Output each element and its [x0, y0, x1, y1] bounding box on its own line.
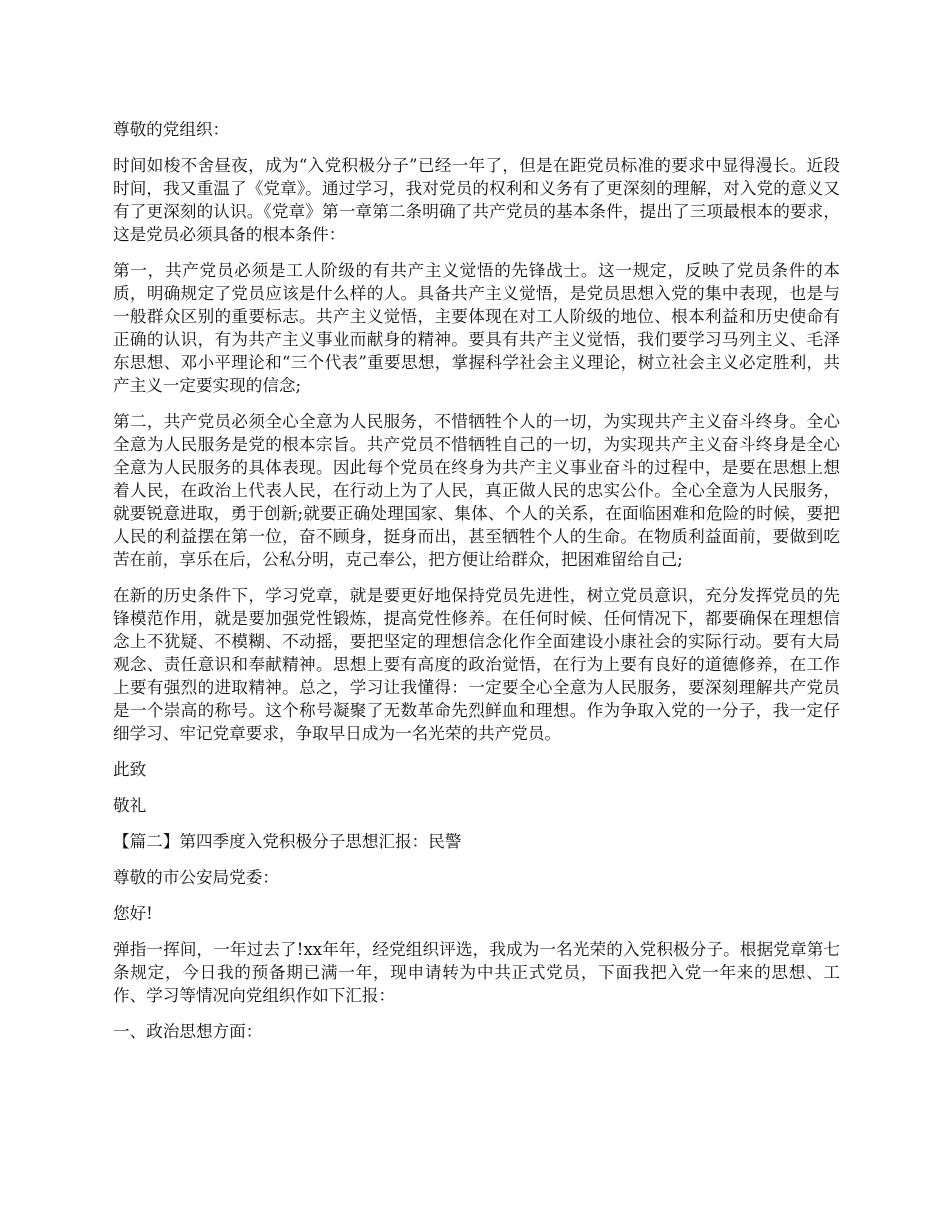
second-salutation: 尊敬的市公安局党委：	[113, 868, 279, 887]
point-two-paragraph: 第二，共产党员必须全心全意为人民服务，不惜牺牲个人的一切，为实现共产主义奋斗终身。全心全意为人民服务是党的根本宗旨。共产党员不惜牺牲自己的一切，为实现共产主义奋斗终身是全心全意为人民服务的具体表现。因此每个党员在终身为共产主义事业奋斗的过程中，是要在思想上想着人民，在政治上代表人民，在行动上为了人民，真正做人民的忠实公仆。全心全意为人民服务，就要锐意进取，勇于创新;就要正确处理国家、集体、个人的关系，在面临困难和危险的时候，要把人民的利益摆在第一位，奋不顾身，挺身而出，甚至牺牲个人的生命。在物质利益面前，要做到吃苦在前，享乐在后，公私分明，克己奉公，把方便让给群众，把困难留给自己;	[113, 412, 840, 569]
conclusion-paragraph: 在新的历史条件下，学习党章，就是要更好地保持党员先进性，树立党员意识，充分发挥党员的先锋模范作用，就是要加强党性锻炼，提高党性修养。在任何时候、任何情况下，都要确保在理想信念上不犹疑、不模糊、不动摇，要把坚定的理想信念化作全面建设小康社会的实际行动。要有大局观念、责任意识和奉献精神。思想上要有高度的政治觉悟，在行为上要有良好的道德修养，在工作上要有强烈的进取精神。总之，学习让我懂得：一定要全心全意为人民服务，要深刻理解共产党员是一个崇高的称号。这个称号凝聚了无数革命先烈鲜血和理想。作为争取入党的一分子，我一定仔细学习、牢记党章要求，争取早日成为一名光荣的共产党员。	[113, 586, 840, 743]
report-intro-paragraph: 弹指一挥间，一年过去了!xx年年，经党组织评选，我成为一名光荣的入党积极分子。根据党章第七条规定，今日我的预备期已满一年，现申请转为中共正式党员，下面我把入党一年来的思想、工作、学习等情况向党组织作如下汇报：	[113, 940, 840, 1005]
point-one-paragraph: 第一，共产党员必须是工人阶级的有共产主义觉悟的先锋战士。这一规定，反映了党员条件的本质，明确规定了党员应该是什么样的人。具备共产主义觉悟，是党员思想入党的集中表现，也是与一般群众区别的重要标志。共产主义觉悟，主要体现在对工人阶级的地位、根本利益和历史使命有正确的认识，有为共产主义事业而献身的精神。要具有共产主义觉悟，我们要学习马列主义、毛泽东思想、邓小平理论和“三个代表”重要思想，掌握科学社会主义理论，树立社会主义必定胜利，共产主义一定要实现的信念;	[113, 261, 840, 395]
salutation: 尊敬的党组织：	[113, 120, 230, 139]
intro-paragraph: 时间如梭不舍昼夜，成为“入党积极分子”已经一年了，但是在距党员标准的要求中显得漫长。近段时间，我又重温了《党章》。通过学习，我对党员的权利和义务有了更深刻的理解，对入党的意义又有了更深刻的认识。《党章》第一章第二条明确了共产党员的基本条件，提出了三项最根本的要求，这是党员必须具备的根本条件：	[113, 156, 840, 244]
closing-line-2: 敬礼	[113, 796, 147, 815]
section-heading: 【篇二】第四季度入党积极分子思想汇报：民警	[113, 832, 462, 851]
document-page	[113, 118, 840, 1056]
greeting: 您好!	[113, 904, 153, 923]
subsection-heading: 一、政治思想方面：	[113, 1022, 263, 1041]
closing-line-1: 此致	[113, 760, 147, 779]
